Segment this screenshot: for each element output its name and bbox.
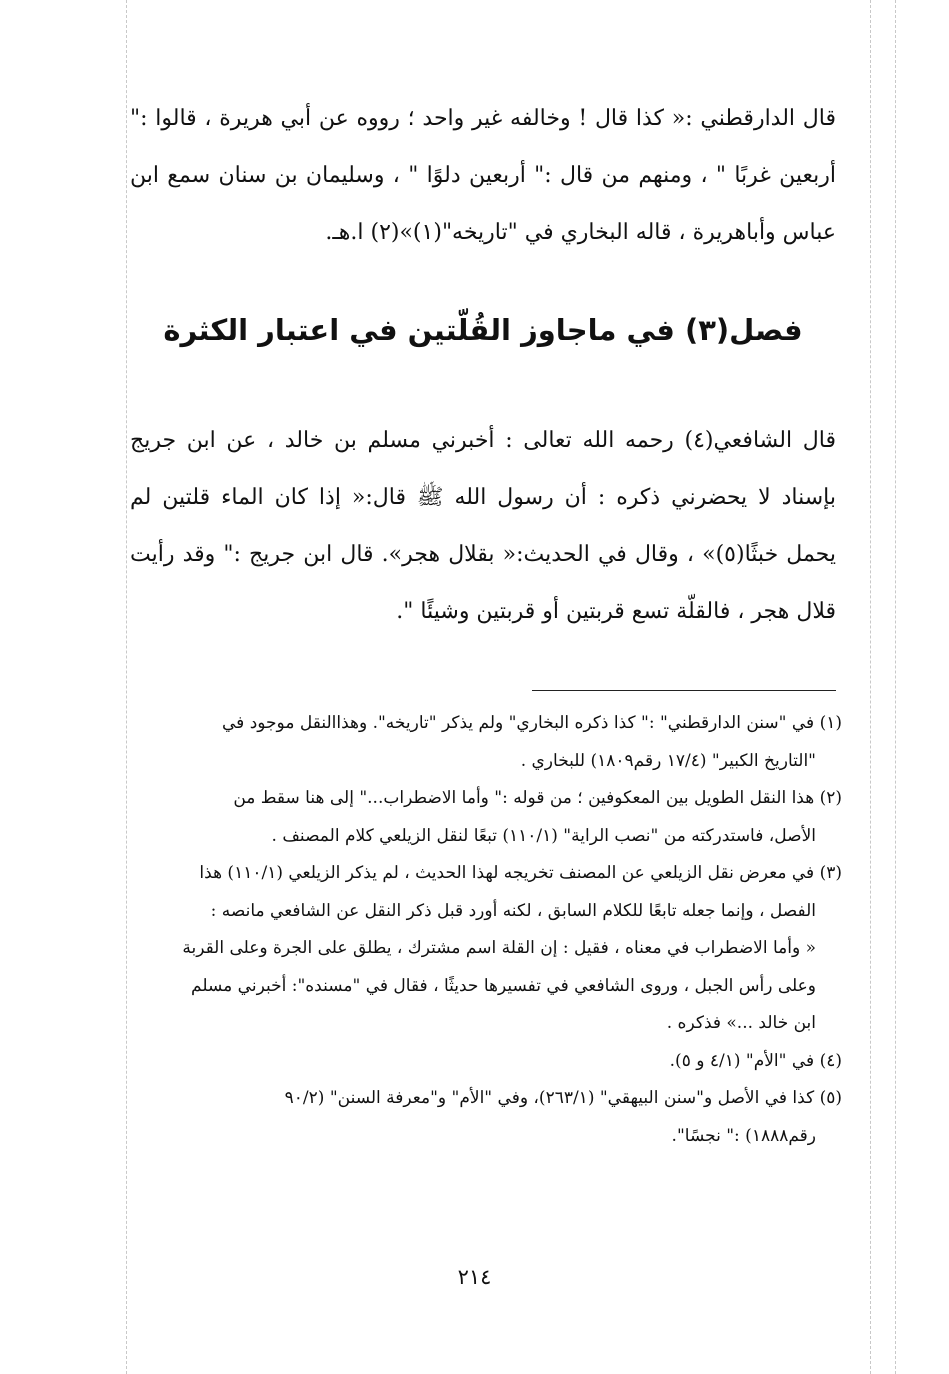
footnote-3-line-5: ابن خالد ...» فذكره .: [666, 1013, 816, 1033]
footnotes: [130, 705, 842, 1155]
footnote-3-line-2: الفصل ، وإنما جعله تابعًا للكلام السابق ، لكنه أورد قبل ذكر النقل عن الشافعي مانصه :: [210, 900, 816, 921]
shafii-narration-paragraph: قال الشافعي(٤) رحمه الله تعالى : أخبرني مسلم بن خالد ، عن ابن جريج بإسناد لا يحضرني ذكره : أن رسول الله ﷺ قال:« إذا كان الماء قلتين لم يحمل خبثًا(٥)» ، وقال في الحديث:« بقلال هجر». قال ابن جريج :" وقد رأيت قلال هجر ، فالقلّة تسع قربتين أو قربتين وشيئًا ".: [130, 428, 836, 624]
footnote-3-line-1: (٣) في معرض نقل الزيلعي عن المصنف تخريجه لهذا الحديث ، لم يذكر الزيلعي (١١٠/١) هذا: [199, 863, 842, 883]
page-number: ٢١٤: [457, 1265, 492, 1289]
footnote-5-line-1: (٥) كذا في الأصل و"سنن البيهقي" (٢٦٣/١)، وفي "الأم" و"معرفة السنن" (٩٠/٢: [284, 1088, 842, 1108]
footnote-1-line-2: "التاريخ الكبير" (١٧/٤ رقم١٨٠٩) للبخاري .: [520, 750, 816, 771]
footnote-2-line-2: الأصل، فاستدركته من "نصب الراية" (١١٠/١) تبعًا لنقل الزيلعي كلام المصنف .: [271, 825, 816, 846]
footnote-5-line-2: رقم١٨٨٨) :" نجسًا".: [671, 1125, 816, 1146]
scan-guide-line: [870, 0, 871, 1374]
scan-guide-line: [895, 0, 896, 1374]
footnote-3-line-4: وعلى رأس الجبل ، وروى الشافعي في تفسيرها حديثًا ، فقال في "مسنده": أخبرني مسلم: [191, 975, 816, 996]
footnote-separator: [532, 690, 836, 691]
section-heading: فصل(٣) في ماجاوز القُلّتين في اعتبار الكثرة: [163, 313, 803, 347]
footnote-3-line-3: « وأما الاضطراب في معناه ، فقيل : إن القلة اسم مشترك ، يطلق على الجرة وعلى القربة: [182, 938, 816, 958]
opening-paragraph: قال الدارقطني :« كذا قال ! وخالفه غير واحد ؛ رووه عن أبي هريرة ، قالوا :" أربعين غربًا " ، ومنهم من قال :" أربعين دلوًا " ، وسليمان بن سنان سمع ابن عباس وأباهريرة ، قاله البخاري في "تاريخه"(١)»(٢) ا.هـ.: [130, 106, 836, 245]
scan-guide-line: [126, 0, 127, 1374]
footnote-4-line-1: (٤) في "الأم" (٤/١ و ٥).: [669, 1050, 842, 1071]
footnote-2-line-1: (٢) هذا النقل الطويل بين المعكوفين ؛ من قوله :" وأما الاضطراب..." إلى هنا سقط من: [233, 788, 842, 808]
footnote-1-line-1: (١) في "سنن الدارقطني" :" كذا ذكره البخاري" ولم يذكر "تاريخه". وهذاالنقل موجود في: [222, 713, 842, 733]
